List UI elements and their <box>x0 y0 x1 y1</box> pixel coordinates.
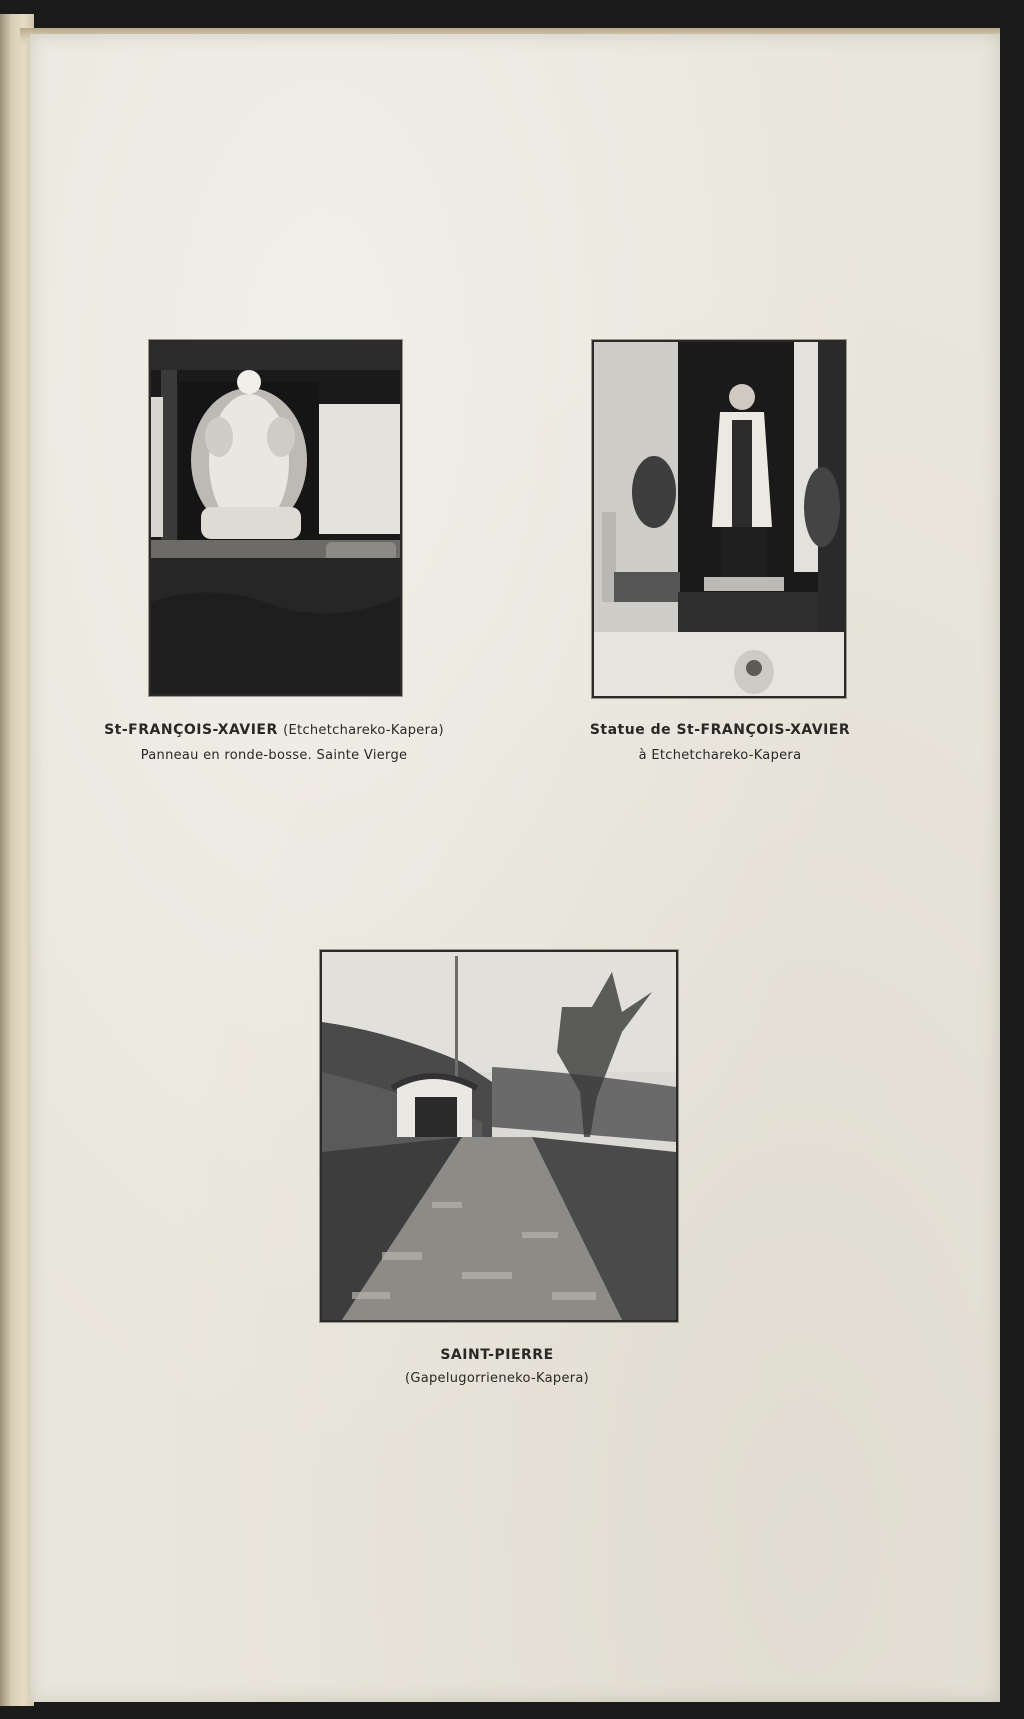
caption-plate-2-subtitle: à Etchetchareko-Kapera <box>638 748 802 763</box>
caption-plate-1-subtitle: Panneau en ronde-bosse. Sainte Vierge <box>140 748 408 763</box>
caption-plate-2 <box>540 722 900 763</box>
photo-saint-pierre-chapel-image <box>322 952 676 1320</box>
caption-plate-3-title: SAINT-PIERRE <box>440 1347 554 1363</box>
photo-saint-pierre-chapel <box>320 950 678 1322</box>
caption-plate-1-location: (Etchetchareko-Kapera) <box>283 723 444 738</box>
photo-xavier-statue <box>592 340 846 698</box>
caption-plate-2-title: Statue de St-FRANÇOIS-XAVIER <box>589 722 851 738</box>
binding-edge <box>0 14 34 1706</box>
caption-plate-3-subtitle: (Gapelugorrieneko-Kapera) <box>404 1371 590 1386</box>
photo-virgin-relief <box>149 340 402 696</box>
caption-plate-1 <box>84 722 464 763</box>
page-sheet <box>30 34 1000 1702</box>
caption-plate-1-title: St-FRANÇOIS-XAVIER <box>104 722 278 738</box>
caption-plate-3 <box>357 1347 637 1386</box>
photo-virgin-relief-image <box>151 342 400 694</box>
photo-xavier-statue-image <box>594 342 844 696</box>
